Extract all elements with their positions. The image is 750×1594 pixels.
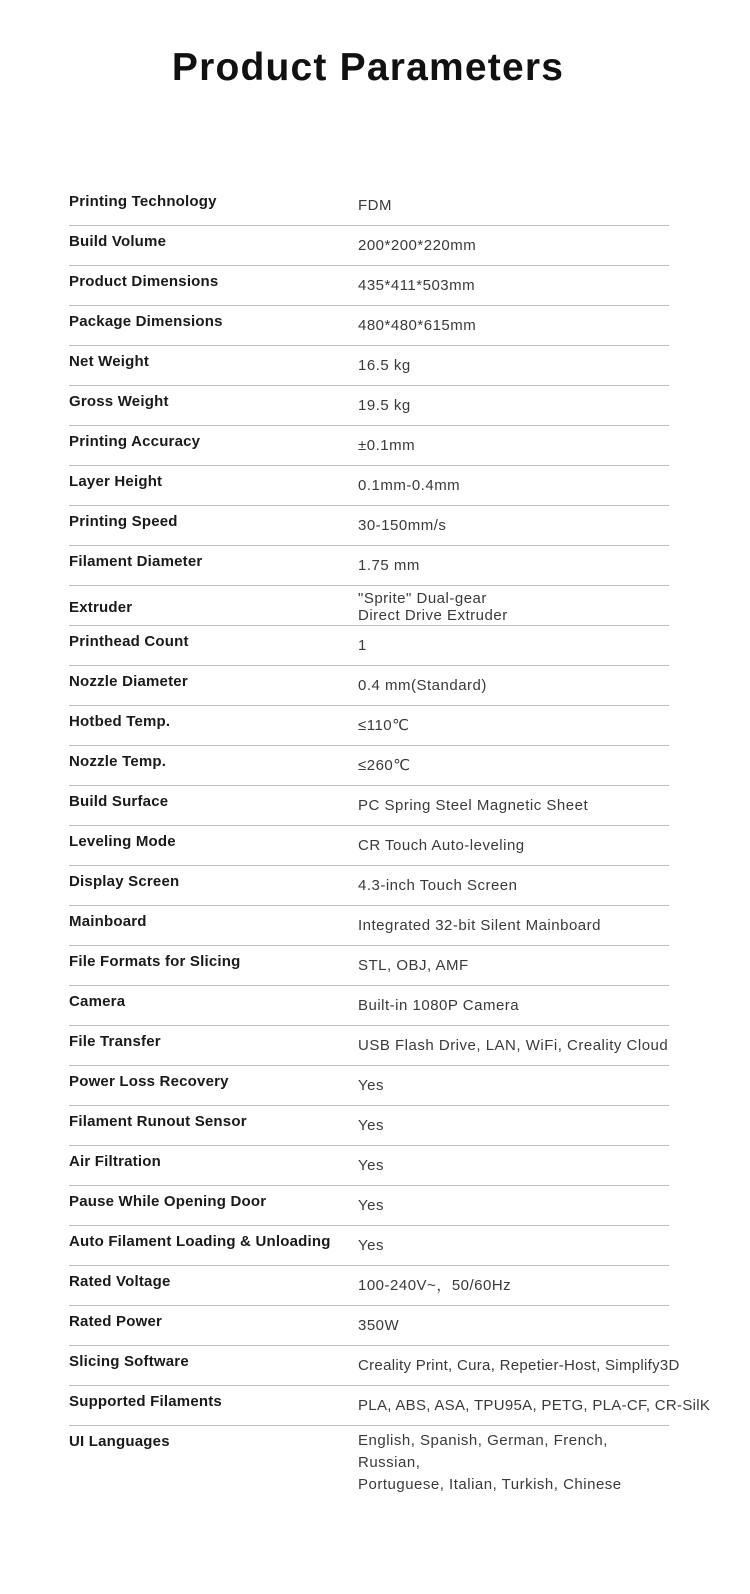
- spec-row: [69, 626, 669, 666]
- spec-row: [69, 1106, 669, 1146]
- spec-row: [69, 226, 669, 266]
- spec-label: Auto Filament Loading & Unloading: [69, 1233, 331, 1250]
- spec-label: UI Languages: [69, 1433, 170, 1450]
- spec-row: [69, 546, 669, 586]
- spec-label: Printing Technology: [69, 193, 217, 210]
- spec-label: Filament Diameter: [69, 553, 203, 570]
- spec-value: Yes: [358, 1077, 384, 1094]
- spec-row: [69, 1266, 669, 1306]
- spec-value: PC Spring Steel Magnetic Sheet: [358, 797, 589, 814]
- spec-row: [69, 266, 669, 306]
- spec-value: Yes: [358, 1157, 384, 1174]
- spec-value: Yes: [358, 1117, 384, 1134]
- spec-row: [69, 986, 669, 1026]
- spec-value: 1: [358, 637, 367, 654]
- spec-row: [69, 666, 669, 706]
- spec-row: [69, 1146, 669, 1186]
- spec-value: FDM: [358, 197, 392, 214]
- spec-label: Printhead Count: [69, 633, 189, 650]
- spec-row: [69, 586, 669, 626]
- spec-table: [69, 186, 711, 1493]
- spec-row: [69, 506, 669, 546]
- spec-row: [69, 1386, 711, 1426]
- spec-row: [69, 786, 669, 826]
- spec-row: [69, 746, 669, 786]
- spec-value: 16.5 kg: [358, 357, 411, 374]
- spec-row: [69, 1426, 669, 1493]
- spec-label: Leveling Mode: [69, 833, 176, 850]
- spec-label: File Transfer: [69, 1033, 161, 1050]
- spec-value: Integrated 32-bit Silent Mainboard: [358, 917, 601, 934]
- spec-label: Build Volume: [69, 233, 167, 250]
- spec-label: Slicing Software: [69, 1353, 189, 1370]
- spec-value: 30-150mm/s: [358, 517, 447, 534]
- spec-value: PLA, ABS, ASA, TPU95A, PETG, PLA-CF, CR-SilK: [358, 1397, 711, 1414]
- spec-label: Layer Height: [69, 473, 163, 490]
- spec-value: Creality Print, Cura, Repetier-Host, Simplify3D: [358, 1357, 680, 1374]
- spec-row: [69, 826, 669, 866]
- spec-label: Printing Speed: [69, 513, 178, 530]
- spec-label: File Formats for Slicing: [69, 953, 241, 970]
- spec-value: 0.4 mm(Standard): [358, 677, 487, 694]
- spec-label: Extruder: [69, 599, 133, 616]
- spec-value: CR Touch Auto-leveling: [358, 837, 525, 854]
- spec-row: [69, 426, 669, 466]
- spec-value: ≤260℃: [358, 757, 411, 774]
- spec-value: USB Flash Drive, LAN, WiFi, Creality Cloud: [358, 1037, 669, 1054]
- spec-label: Nozzle Diameter: [69, 673, 188, 690]
- spec-label: Pause While Opening Door: [69, 1193, 267, 1210]
- spec-row: [69, 186, 669, 226]
- spec-label: Mainboard: [69, 913, 147, 930]
- spec-label: Printing Accuracy: [69, 433, 201, 450]
- spec-row: [69, 1186, 669, 1226]
- spec-row: [69, 706, 669, 746]
- spec-value: 1.75 mm: [358, 557, 420, 574]
- spec-label: Product Dimensions: [69, 273, 219, 290]
- spec-label: Net Weight: [69, 353, 150, 370]
- spec-label: Package Dimensions: [69, 313, 223, 330]
- page-title: Product Parameters: [171, 46, 565, 89]
- spec-value: 100-240V~，50/60Hz: [358, 1277, 512, 1294]
- spec-value: 200*200*220mm: [358, 237, 477, 254]
- spec-value: 4.3-inch Touch Screen: [358, 877, 518, 894]
- spec-row: [69, 346, 669, 386]
- spec-value: 19.5 kg: [358, 397, 411, 414]
- spec-label: Hotbed Temp.: [69, 713, 171, 730]
- spec-value: 435*411*503mm: [358, 277, 476, 294]
- spec-row: [69, 1306, 669, 1346]
- spec-value: English, Spanish, German, French, Russian, Portuguese, Italian, Turkish, Chinese: [358, 1432, 622, 1493]
- spec-label: Nozzle Temp.: [69, 753, 167, 770]
- spec-value: "Sprite" Dual-gear Direct Drive Extruder: [358, 590, 508, 624]
- spec-row: [69, 1346, 680, 1386]
- spec-row: [69, 1026, 669, 1066]
- spec-label: Camera: [69, 993, 126, 1010]
- spec-value: 0.1mm-0.4mm: [358, 477, 461, 494]
- spec-value: 350W: [358, 1317, 400, 1334]
- spec-row: [69, 306, 669, 346]
- spec-row: [69, 866, 669, 906]
- spec-row: [69, 906, 669, 946]
- spec-value: ±0.1mm: [358, 437, 416, 454]
- spec-label: Air Filtration: [69, 1153, 161, 1170]
- spec-row: [69, 946, 669, 986]
- spec-label: Build Surface: [69, 793, 169, 810]
- spec-label: Gross Weight: [69, 393, 169, 410]
- spec-label: Power Loss Recovery: [69, 1073, 229, 1090]
- spec-value: Yes: [358, 1237, 384, 1254]
- spec-row: [69, 1066, 669, 1106]
- spec-row: [69, 386, 669, 426]
- spec-label: Supported Filaments: [69, 1393, 222, 1410]
- spec-label: Rated Power: [69, 1313, 163, 1330]
- spec-value: Built-in 1080P Camera: [358, 997, 520, 1014]
- spec-label: Rated Voltage: [69, 1273, 171, 1290]
- spec-label: Filament Runout Sensor: [69, 1113, 247, 1130]
- spec-value: Yes: [358, 1197, 384, 1214]
- spec-value: 480*480*615mm: [358, 317, 477, 334]
- spec-row: [69, 466, 669, 506]
- spec-label: Display Screen: [69, 873, 180, 890]
- spec-value: STL, OBJ, AMF: [358, 957, 469, 974]
- spec-value: ≤110℃: [358, 717, 410, 734]
- spec-row: [69, 1226, 669, 1266]
